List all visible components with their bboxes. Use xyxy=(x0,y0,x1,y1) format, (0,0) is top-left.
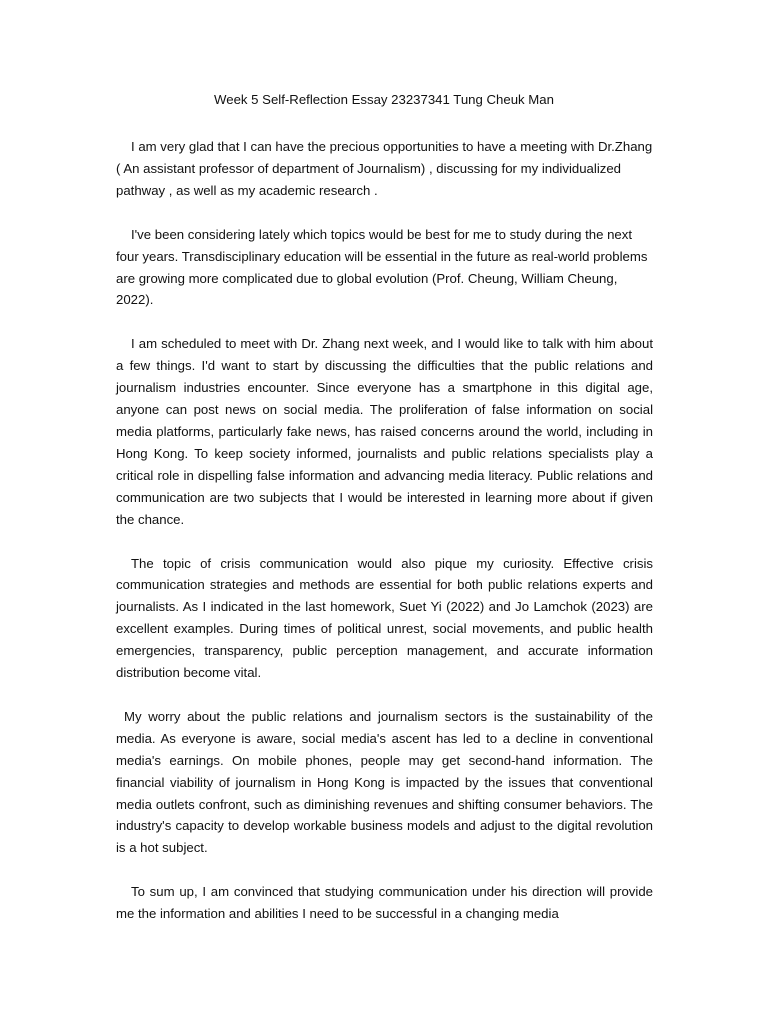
paragraph-5-text: My worry about the public relations and journalism sectors is the sustainability of the media. As everyone is aware, social media's ascent has led to a decline in conventional media's earnings. On mobile phones, people may get second-hand information. The financial viability of journalism in Hong Kong is impacted by the issues that conventional media outlets confront, such as diminishing revenues and shifting consumer behaviors. The industry's capacity to develop workable business models and adjust to the digital revolution is a hot subject. xyxy=(116,708,653,856)
paragraph-3-text: I am scheduled to meet with Dr. Zhang next week, and I would like to talk with him about a few things. I'd want to start by discussing the difficulties that the public relations and journalism industries encounter. Since everyone has a smartphone in this digital age, anyone can post news on social media. The proliferation of false information on social media platforms, particularly fake news, has raised concerns around the world, including in Hong Kong. To keep society informed, journalists and public relations specialists play a critical role in dispelling false information and advancing media literacy. Public relations and communication are two subjects that I would be interested in learning more about if given the chance. xyxy=(116,336,653,527)
paragraph-1-text: I am very glad that I can have the precious opportunities to have a meeting with Dr.Zhang ( An assistant professor of department of Journalism) , discussing for my individualized pathway , as well as my academic research . xyxy=(116,139,653,198)
paragraph-6 xyxy=(116,881,653,925)
paragraph-4-text: The topic of crisis communication would also pique my curiosity. Effective crisis communication strategies and methods are essential for both public relations experts and journalists. As I indicated in the last homework, Suet Yi (2022) and Jo Lamchok (2023) are excellent examples. During times of political unrest, social movements, and public health emergencies, transparency, public perception management, and accurate information distribution become vital. xyxy=(116,555,653,681)
paragraph-2-text: I've been considering lately which topics would be best for me to study during the next four years. Transdisciplinary education will be essential in the future as real-world problems are growing more complicated due to global evolution (Prof. Cheung, William Cheung, 2022). xyxy=(116,226,648,308)
paragraph-3 xyxy=(116,333,653,530)
paragraph-5 xyxy=(116,706,653,859)
essay-body xyxy=(116,136,653,947)
paragraph-1 xyxy=(116,136,653,202)
essay-title: Week 5 Self-Reflection Essay 23237341 Tung Cheuk Man xyxy=(214,92,554,107)
paragraph-6-text: To sum up, I am convinced that studying communication under his direction will provide me the information and abilities I need to be successful in a changing media xyxy=(116,884,653,922)
paragraph-4 xyxy=(116,553,653,684)
paragraph-2 xyxy=(116,224,653,312)
